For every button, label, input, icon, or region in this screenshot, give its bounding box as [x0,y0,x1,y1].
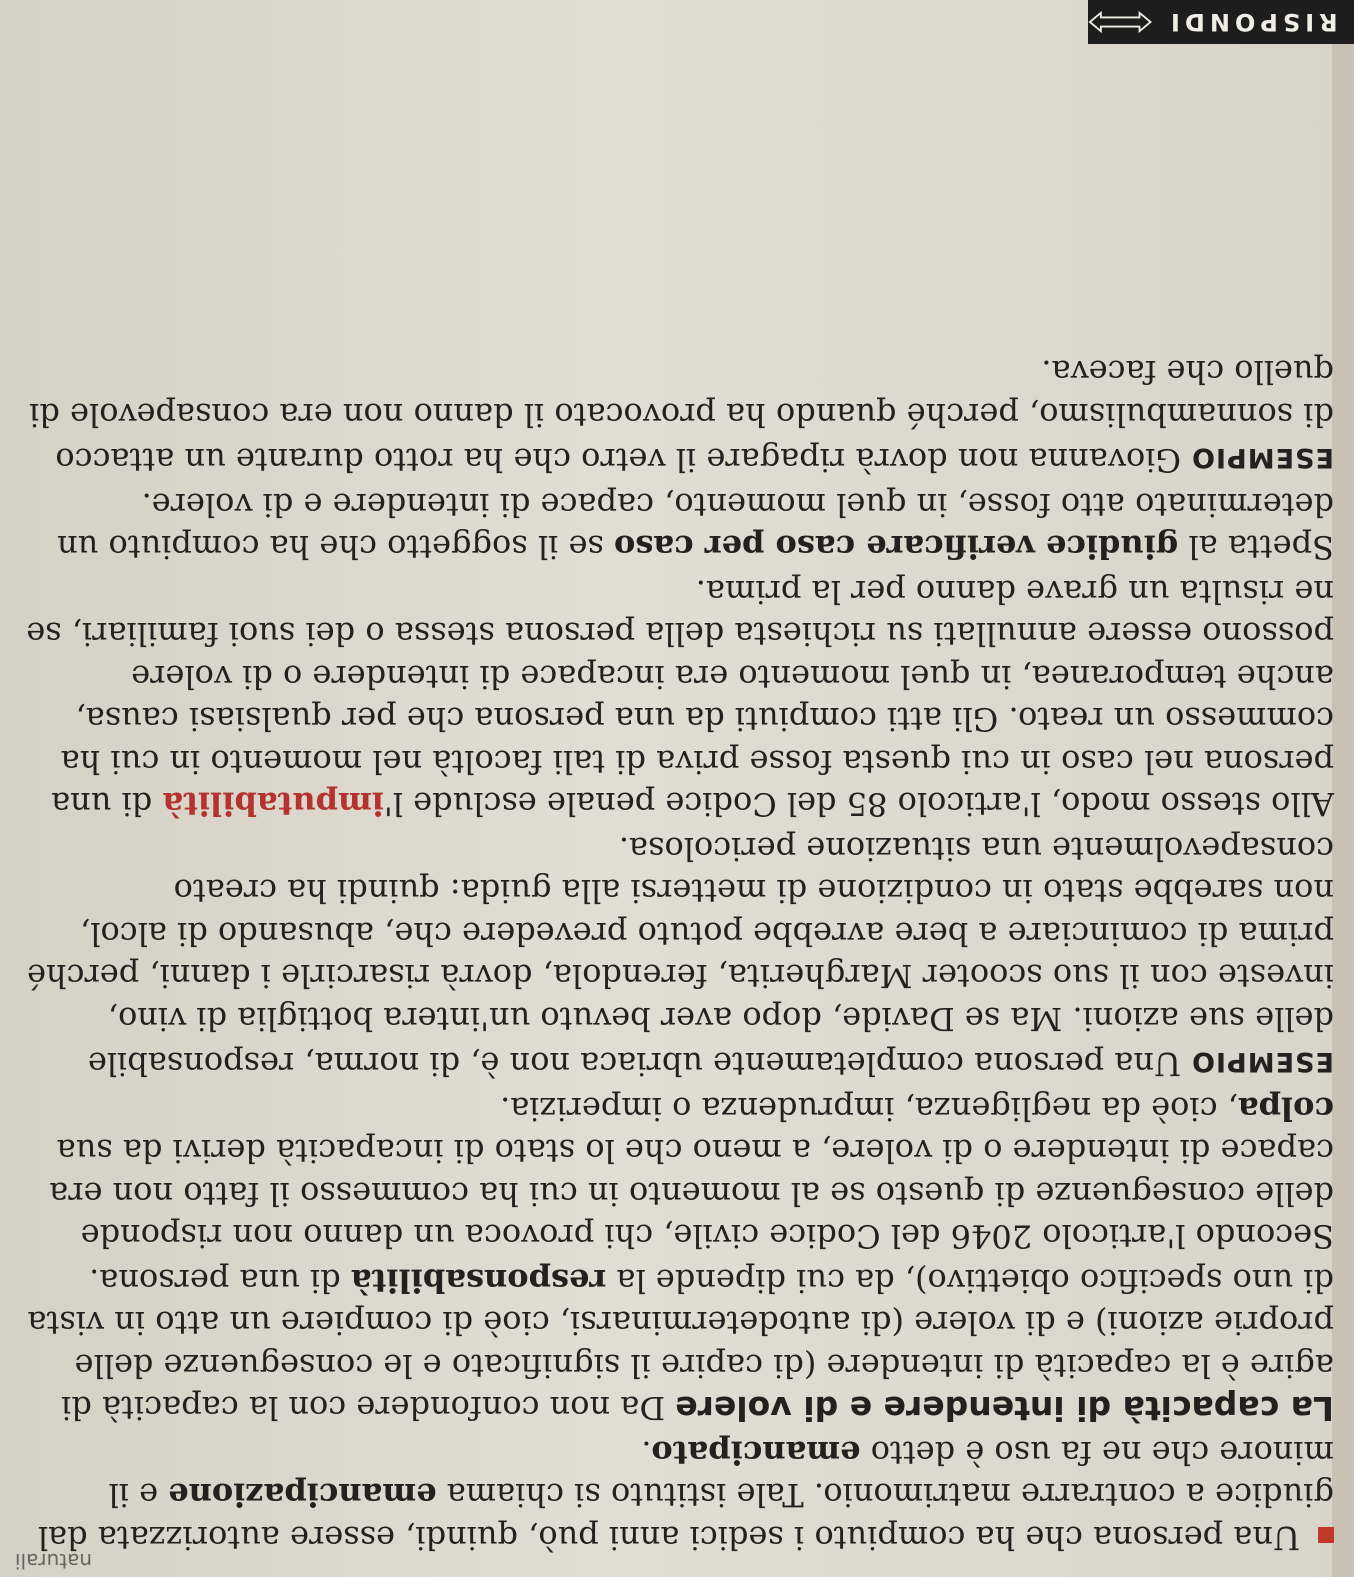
example-label: ESEMPIO [1191,1046,1334,1078]
paragraph-judge [24,484,1334,569]
text-column [24,349,1334,1559]
example-drunk-driver [24,828,1334,1086]
example-text: Giovanna non dovrà ripagare il vetro che ha rotto durante un attacco di sonnambulismo, perché quando ha provocato il danno non era consapevole di quello che faceva. [29,353,1334,480]
example-sleepwalking [24,351,1334,482]
double-arrow-icon [1088,9,1152,35]
term-giudice: giudice verificare caso per caso [614,528,1179,567]
example-text: Una persona completamente ubriaca non è, di norma, responsabile delle sue azioni. Ma se Davide, dopo aver bevuto un'intera bottiglia di vino, investe con il suo scooter Margherita, ferendola, dovrà risarcirle i danni, perché prima di cominciare a bere avrebbe potuto prevedere che, abusando di alcol, non sarebbe stato in condizione di mettersi alla guida: quindi ha creato consapevolmente una situazione pericolosa. [27,830,1334,1084]
term-imputabilita: imputabilità [162,785,384,824]
paragraph-article-85 [24,571,1334,826]
text: Spetta al [1178,528,1334,567]
text: di una persona. [89,1262,351,1300]
text: e il minore che ne fa uso è detto [108,1434,1334,1515]
example-label: ESEMPIO [1191,442,1334,474]
text: Da non confondere con la capacità di agire è la capacità di intendere (di capire il significato e le conseguenze delle proprie azioni) e di volere (di autodeterminarsi, cioè di compiere un atto in vista di uno specifico obiettivo), da cui dipende la [27,1262,1334,1428]
text: . [641,1434,652,1472]
term-emancipazione: emancipazione [168,1476,437,1515]
square-bullet-icon [1318,1528,1334,1544]
paragraph-article-2046 [24,1088,1334,1258]
text: se il soggetto che ha compiuto un determinato atto fosse, in quel momento, capace di intendere e di volere. [57,486,1334,567]
text: Allo stesso modo, l'articolo 85 del Codice penale esclude l' [384,785,1334,824]
text: Secondo l'articolo 2046 del Codice civile, chi provoca un danno non risponde delle conseguenze di questo se al momento in cui ha commesso il fatto non era capace di intendere o di volere, a meno che lo stato di incapacità derivi da sua [49,1132,1334,1256]
corner-label: naturali [14,1549,92,1573]
answer-banner[interactable] [1088,0,1354,44]
page-margin-strip [1332,0,1354,1577]
text: Una persona che ha compiuto i sedici anni può, quindi, essere autorizzata dal giudice a contrarre matrimonio. Tale istituto si chiama [37,1476,1334,1557]
section-heading: La capacità di intendere e di volere [675,1389,1334,1429]
term-colpa: colpa [1237,1090,1334,1128]
paragraph-emancipation [24,1432,1334,1560]
term-responsabilita: responsabilità [350,1262,607,1300]
text: di una persona nel caso in cui questa fosse priva di tali facoltà nel momento in cui ha commesso un reato. Gli atti compiuti da una persona che per qualsiasi causa, anche temporanea, in quel momento era incapace di intendere o di volere possono essere annullati su richiesta della persona stessa o dei suoi familiari, se ne risulta un grave danno per la prima. [26,573,1334,824]
text: , cioè da negligenza, imprudenza o imperizia. [500,1090,1238,1128]
term-emancipato: emancipato [651,1434,861,1472]
paragraph-capacity [24,1260,1334,1430]
answer-label: RISPONDI [1166,8,1338,36]
